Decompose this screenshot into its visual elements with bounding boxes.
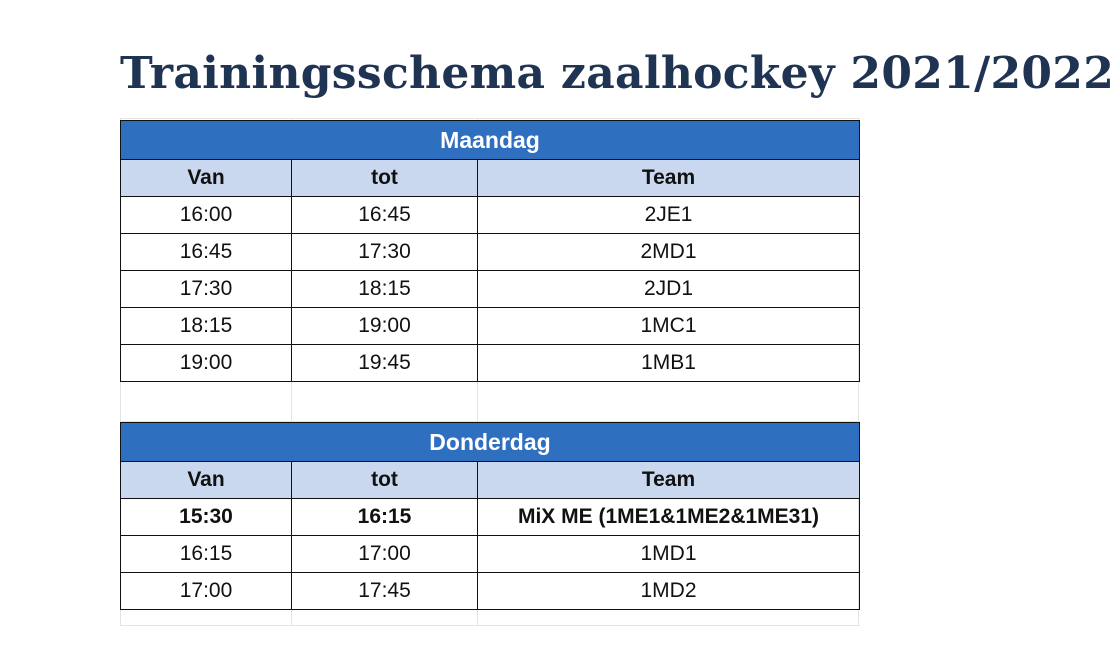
cell-tot: 19:45 (292, 345, 478, 382)
cell-van: 16:45 (121, 234, 292, 271)
cell-tot: 17:45 (292, 573, 478, 610)
grid-line (120, 625, 860, 626)
cell-tot: 18:15 (292, 271, 478, 308)
schedule-maandag (120, 120, 859, 382)
column-header-team: Team (478, 462, 860, 499)
cell-van: 18:15 (121, 308, 292, 345)
table-row (121, 271, 860, 308)
day-header: Donderdag (121, 423, 860, 462)
cell-tot: 17:00 (292, 536, 478, 573)
column-header-tot: tot (292, 462, 478, 499)
cell-van: 17:30 (121, 271, 292, 308)
grid-line (120, 118, 860, 119)
cell-van: 15:30 (121, 499, 292, 536)
cell-team: 2JD1 (478, 271, 860, 308)
table-row (121, 536, 860, 573)
column-header-tot: tot (292, 160, 478, 197)
cell-van: 16:00 (121, 197, 292, 234)
table-row (121, 197, 860, 234)
table-row (121, 573, 860, 610)
column-header-van: Van (121, 462, 292, 499)
cell-team: 2MD1 (478, 234, 860, 271)
schedule-table (120, 422, 860, 610)
cell-tot: 16:15 (292, 499, 478, 536)
schedule-table (120, 120, 860, 382)
cell-tot: 19:00 (292, 308, 478, 345)
table-row (121, 234, 860, 271)
schedule-donderdag (120, 422, 859, 610)
table-row (121, 308, 860, 345)
page-title: Trainingsschema zaalhockey 2021/2022 (120, 48, 1114, 99)
cell-team: 2JE1 (478, 197, 860, 234)
cell-van: 16:15 (121, 536, 292, 573)
table-row (121, 345, 860, 382)
cell-van: 17:00 (121, 573, 292, 610)
cell-team: 1MC1 (478, 308, 860, 345)
column-header-van: Van (121, 160, 292, 197)
cell-team: MiX ME (1ME1&1ME2&1ME31) (478, 499, 860, 536)
column-header-team: Team (478, 160, 860, 197)
cell-van: 19:00 (121, 345, 292, 382)
cell-team: 1MD2 (478, 573, 860, 610)
table-row (121, 499, 860, 536)
cell-team: 1MB1 (478, 345, 860, 382)
cell-tot: 17:30 (292, 234, 478, 271)
cell-team: 1MD1 (478, 536, 860, 573)
cell-tot: 16:45 (292, 197, 478, 234)
day-header: Maandag (121, 121, 860, 160)
